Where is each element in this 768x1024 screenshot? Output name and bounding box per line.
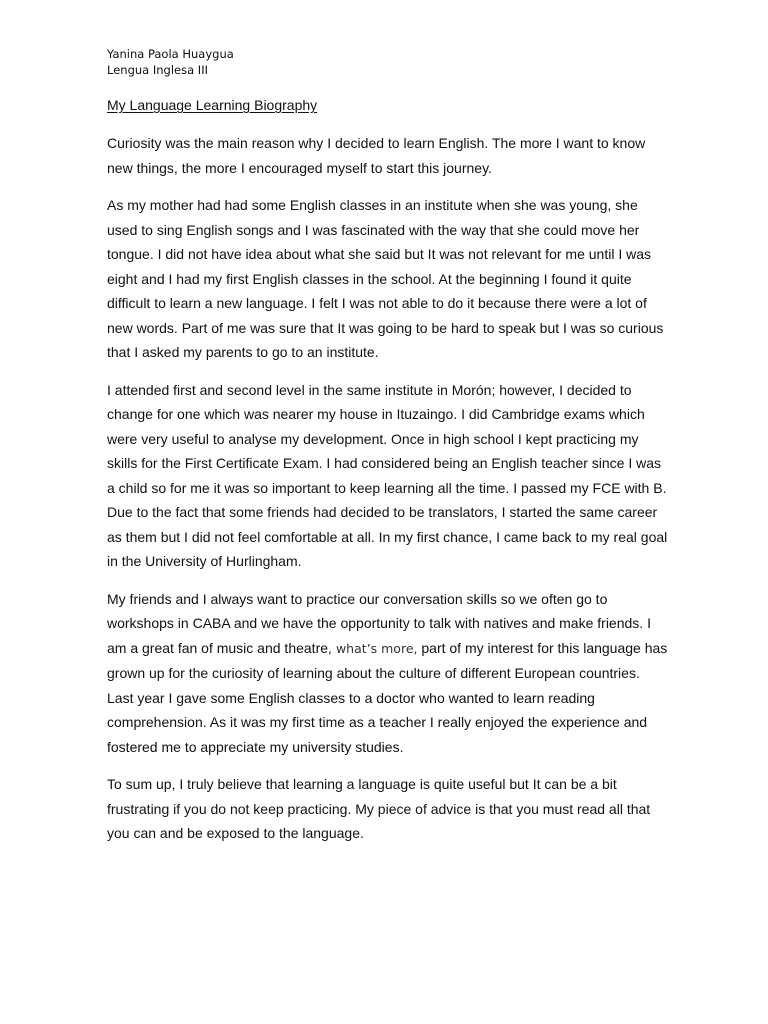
text-line: that I asked my parents to go to an institute. bbox=[107, 344, 379, 360]
text-line bbox=[107, 636, 668, 662]
text-line: skills for the First Certificate Exam. I had considered being an English teacher since I was bbox=[107, 455, 662, 471]
text-line: as them but I did not feel comfortable at all. In my first chance, I came back to my real goal bbox=[107, 528, 668, 545]
paragraph-3 bbox=[107, 378, 668, 574]
text-line: comprehension. As it was my first time as a teacher I really enjoyed the experience and bbox=[107, 714, 648, 730]
text-line: used to sing English songs and I was fascinated with the way that she could move her bbox=[107, 221, 640, 238]
text-line: difficult to learn a new language. I felt I was not able to do it because there were a lot of bbox=[107, 295, 647, 311]
text-line: As my mother had had some English classes in an institute when she was young, she bbox=[107, 197, 638, 213]
author-name: Yanina Paola Huaygua bbox=[107, 47, 234, 61]
text-line: My friends and I always want to practice our conversation skills so we often go to bbox=[107, 590, 608, 607]
text-line: eight and I had my first English classes in the school. At the beginning I found it quite bbox=[107, 270, 632, 287]
text-line: change for one which was nearer my house in Ituzaingo. I did Cambridge exams which bbox=[107, 406, 645, 422]
text-line: workshops in CABA and we have the opportunity to talk with natives and make friends. I bbox=[107, 615, 651, 631]
text-line: a child so for me it was so important to keep learning all the time. I passed my FCE with B. bbox=[107, 479, 667, 496]
text-line: grown up for the curiosity of learning about the culture of different European countries. bbox=[107, 665, 640, 681]
text-segment-alt-font: , what’s more, bbox=[328, 640, 418, 656]
text-line: fostered me to appreciate my university studies. bbox=[107, 738, 404, 755]
text-line: Last year I gave some English classes to a doctor who wanted to learn reading bbox=[107, 689, 595, 706]
text-segment: part of my interest for this language has bbox=[417, 639, 668, 656]
course-name: Lengua Inglesa III bbox=[107, 63, 208, 77]
text-line: I attended first and second level in the same institute in Morón; however, I decided to bbox=[107, 381, 632, 398]
text-line: frustrating if you do not keep practicing. My piece of advice is that you must read all that bbox=[107, 800, 651, 817]
text-segment: am a great fan of music and theatre bbox=[107, 639, 329, 656]
paragraph-2 bbox=[107, 193, 663, 365]
author-block bbox=[107, 46, 234, 78]
text-line: To sum up, I truly believe that learning a language is quite useful but It can be a bit bbox=[107, 776, 617, 792]
text-line: new words. Part of me was sure that It was going to be hard to speak but I was so curious bbox=[107, 319, 664, 336]
paragraph-5 bbox=[107, 772, 663, 846]
text-line: were very useful to analyse my development. Once in high school I kept practicing my bbox=[107, 430, 639, 447]
paragraph-4 bbox=[107, 587, 668, 760]
text-line: Due to the fact that some friends had decided to be translators, I started the same career bbox=[107, 504, 658, 520]
document-body bbox=[107, 131, 668, 859]
text-line: Curiosity was the main reason why I decided to learn English. The more I want to know bbox=[107, 135, 646, 151]
text-line: tongue. I did not have idea about what she said but It was not relevant for me until I was bbox=[107, 246, 651, 262]
text-line: new things, the more I encouraged myself to start this journey. bbox=[107, 159, 492, 176]
document-title: My Language Learning Biography bbox=[107, 97, 318, 113]
paragraph-1 bbox=[107, 131, 663, 180]
text-line: you can and be exposed to the language. bbox=[107, 825, 364, 841]
text-line: in the University of Hurlingham. bbox=[107, 553, 302, 569]
